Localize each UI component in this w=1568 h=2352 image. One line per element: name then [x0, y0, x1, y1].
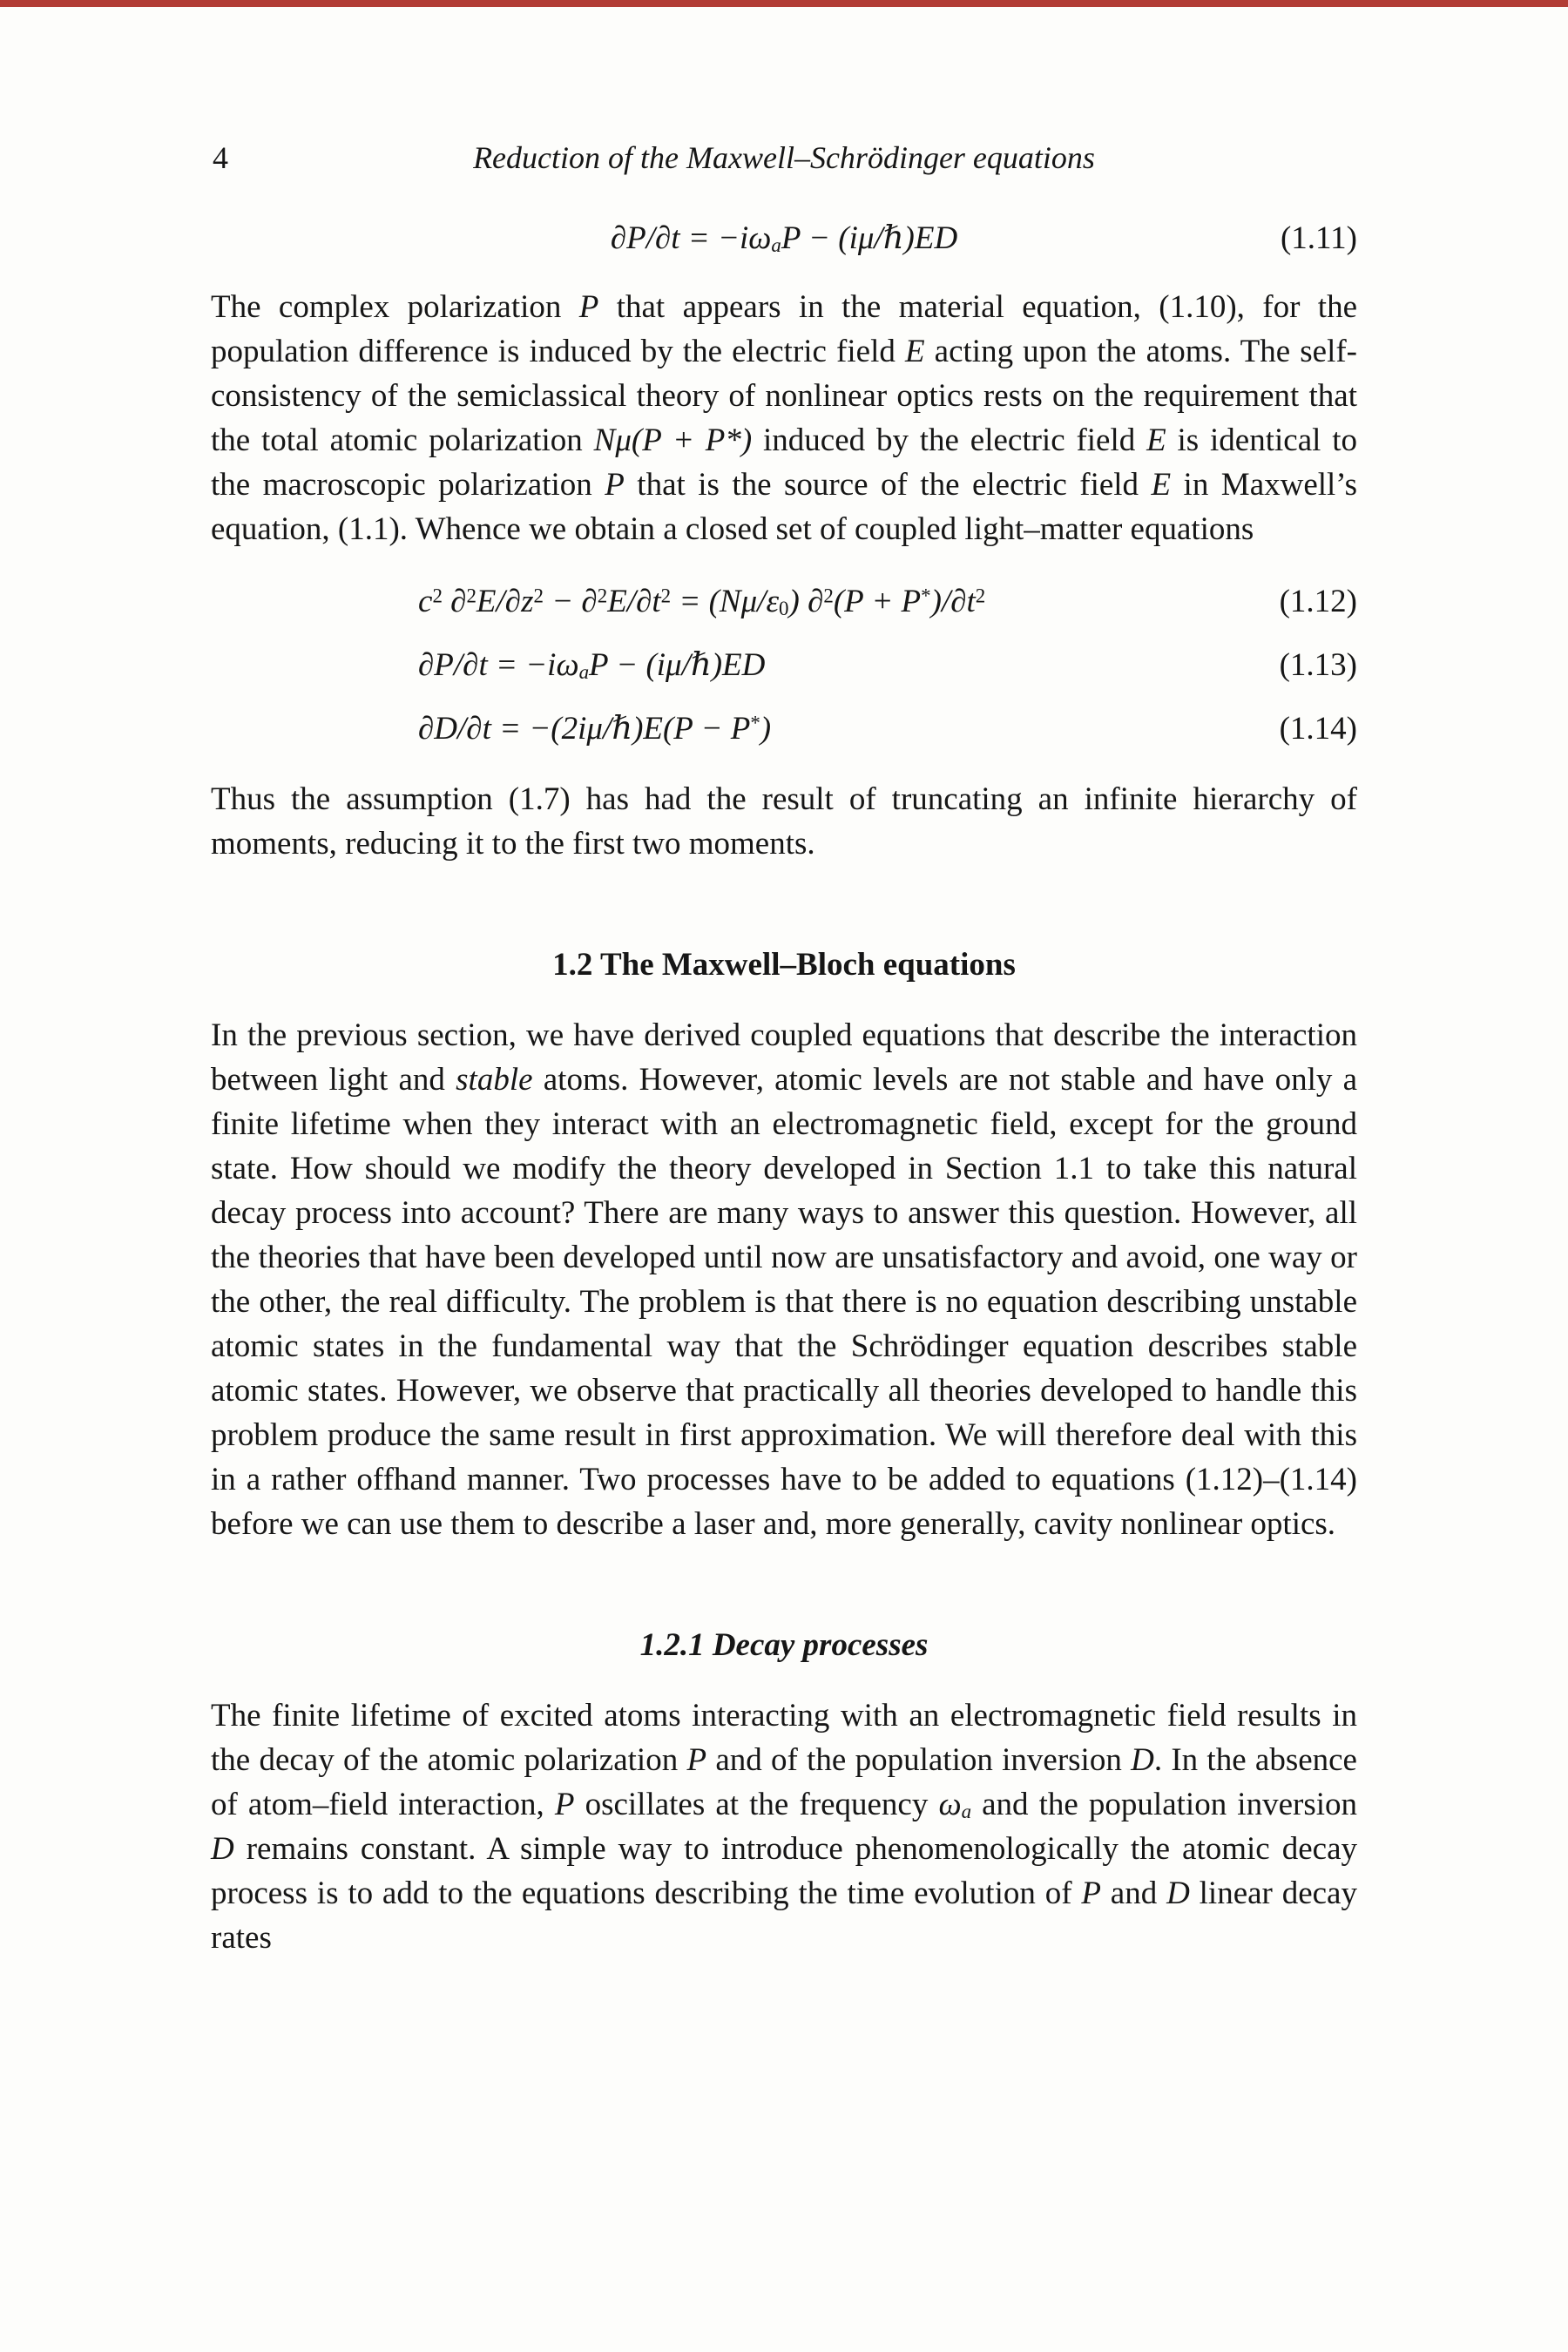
equation-1-14 — [211, 706, 1357, 751]
equation-number: (1.13) — [1279, 647, 1357, 683]
running-title: Reduction of the Maxwell–Schrödinger equations — [473, 140, 1095, 175]
paragraph-3: In the previous section, we have derived coupled equations that describe the interaction between light and stable atoms. However, atomic levels are not stable and have only a finite lifetime when they interact with an electromagnetic field, except for the ground state. How should we modify the theory developed in Section 1.1 to take this natural decay process into account? There are many ways to answer this question. However, all the theories that have been developed until now are unsatisfactory and avoid, one way or the other, the real difficulty. The problem is that there is no equation describing unstable atomic states in the fundamental way that the Schrödinger equation describes stable atomic states. However, we observe that practically all theories developed to handle this problem produce the same result in first approximation. We will therefore deal with this in a rather offhand manner. Two processes have to be added to equations (1.12)–(1.14) before we can use them to describe a laser and, more generally, cavity nonlinear optics. — [211, 1017, 1358, 1542]
page-content — [211, 138, 1357, 1960]
page-number: 4 — [213, 140, 228, 175]
equation-1-11 — [211, 216, 1357, 260]
subsection-heading-1-2-1: 1.2.1 Decay processes — [639, 1627, 929, 1663]
equation-1-13 — [211, 643, 1357, 687]
equation-number: (1.14) — [1279, 711, 1357, 747]
equation-number: (1.12) — [1279, 584, 1357, 619]
equation-expression: ∂P/∂t = −iωaP − (iμ/ℏ)ED — [610, 220, 958, 257]
equation-expression: ∂P/∂t = −iωaP − (iμ/ℏ)ED — [418, 647, 766, 684]
equation-number: (1.11) — [1280, 220, 1357, 256]
equation-expression: $c^2$ $\partial^2E/\partial z^2 - \partial^2E/\partial t^2 = (N\mu/\varepsilon 0) \partial^2(P + P^*)/\partial t^2$ — [418, 584, 986, 620]
equation-block — [211, 579, 1357, 751]
scan-edge-strip — [0, 0, 1568, 7]
page-header — [211, 138, 1357, 178]
section-heading-1-2: 1.2 The Maxwell–Bloch equations — [552, 947, 1016, 983]
equation-1-12 — [211, 579, 1357, 624]
paragraph-2: Thus the assumption (1.7) has had the result of truncating an infinite hierarchy of moments, reducing it to the first two moments. — [211, 781, 1357, 862]
paragraph-1: The complex polarization P that appears in the material equation, (1.10), for the population difference is induced by the electric field E acting upon the atoms. The self-consistency of the semiclassical theory of nonlinear optics rests on the requirement that the total atomic polarization Nμ(P + P*) induced by the electric field E is identical to the macroscopic polarization P that is the source of the electric field E in Maxwell’s equation, (1.1). Whence we obtain a closed set of coupled light–matter equations — [211, 289, 1358, 547]
paragraph-4: The finite lifetime of excited atoms interacting with an electromagnetic field results in the decay of the atomic polarization P and of the population inversion D. In the absence of atom–field interaction, P oscillates at the frequency ωa and the population inversion D remains constant. A simple way to introduce phenomenologically the atomic decay process is to add to the equations describing the time evolution of P and D linear decay rates — [211, 1698, 1357, 1956]
equation-expression: ∂D/∂t = −(2iμ/ℏ)E(P − P*) — [418, 711, 772, 747]
